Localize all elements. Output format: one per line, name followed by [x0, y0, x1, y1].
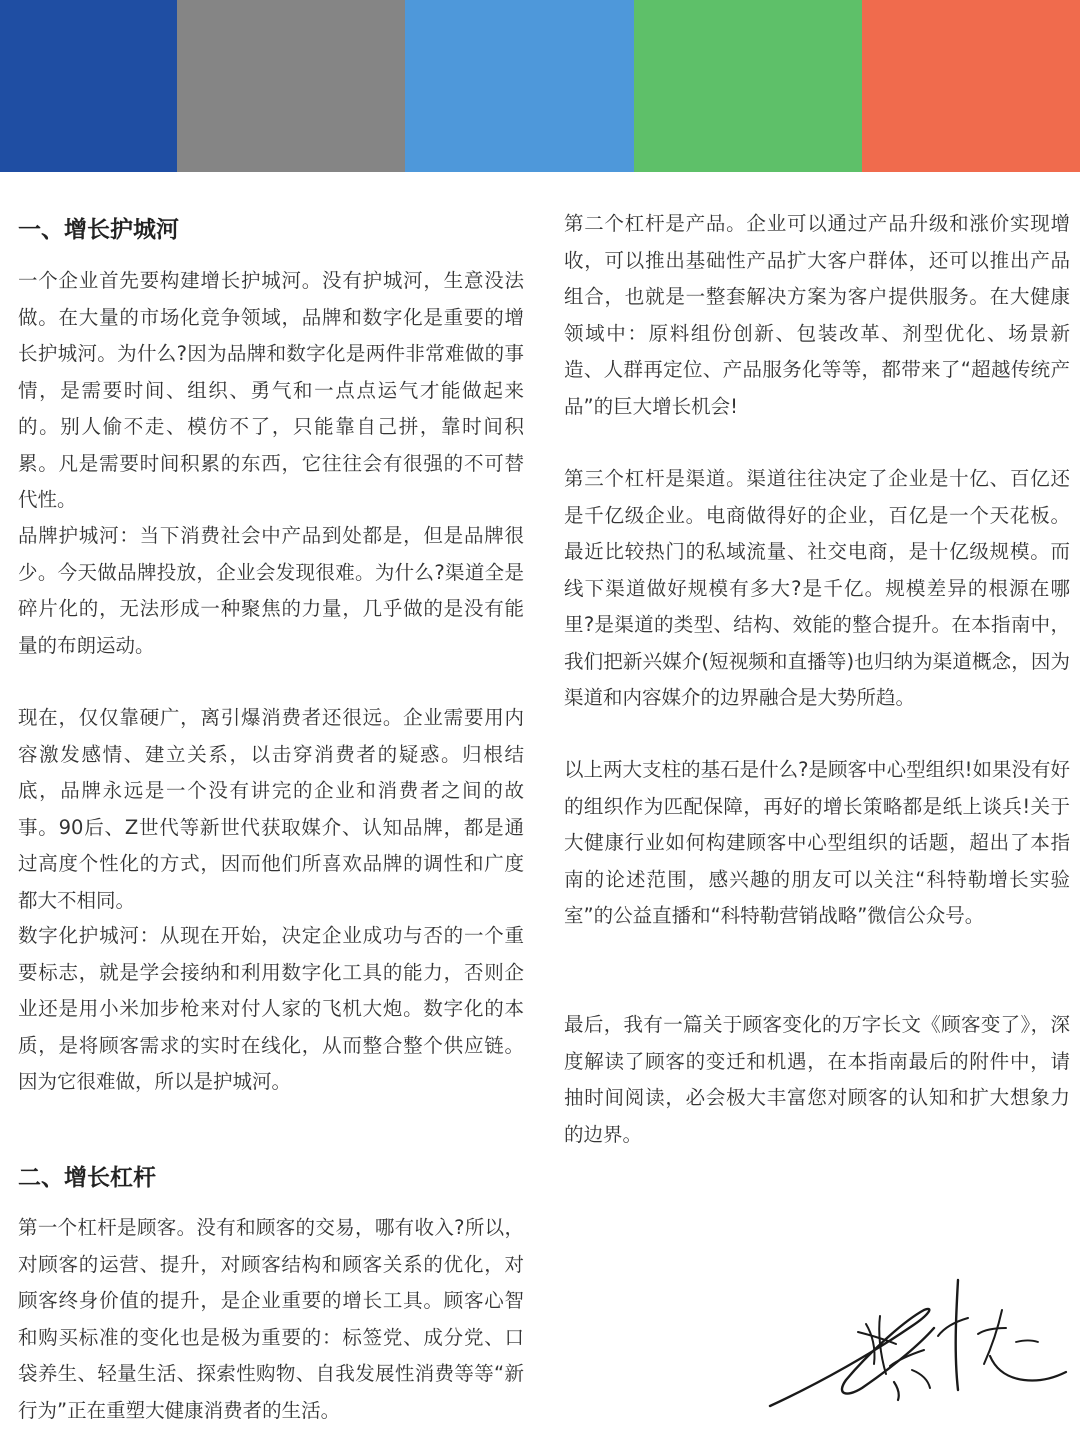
- paragraph: 以上两大支柱的基石是什么?是顾客中心型组织!如果没有好的组织作为匹配保障，再好的增长策略都是纸上谈兵!关于大健康行业如何构建顾客中心型组织的话题，超出了本指南的论述范围，感兴趣的朋友可以关注“科特勒增长实验室”的公益直播和“科特勒营销战略”微信公众号。: [564, 758, 1070, 927]
- color-block-gray: [177, 0, 405, 172]
- paragraph: 一个企业首先要构建增长护城河。没有护城河，生意没法做。在大量的市场化竞争领域，品牌和数字化是重要的增长护城河。为什么?因为品牌和数字化是两件非常难做的事情，是需要时间、组织、勇气和一点点运气才能做起来的。别人偷不走、模仿不了，只能靠自己拼，靠时间积累。凡是需要时间积累的东西，它往往会有很强的不可替代性。: [18, 269, 524, 511]
- color-block-green: [634, 0, 862, 172]
- paragraph: 第一个杠杆是顾客。没有和顾客的交易，哪有收入?所以，对顾客的运营、提升，对顾客结构和顾客关系的优化，对顾客终身价值的提升，是企业重要的增长工具。顾客心智和购买标准的变化也是极为重要的：标签党、成分党、口袋养生、轻量生活、探索性购物、自我发展性消费等等“新行为”正在重塑大健康消费者的生活。: [18, 1216, 524, 1422]
- color-block-light-blue: [405, 0, 634, 172]
- section-title-levers: 二、增长杠杆: [18, 1165, 156, 1191]
- color-block-orange: [862, 0, 1080, 172]
- header-color-bar: [0, 0, 1080, 172]
- color-block-blue: [0, 0, 177, 172]
- paragraph: 数字化护城河：从现在开始，决定企业成功与否的一个重要标志，就是学会接纳和利用数字化工具的能力，否则企业还是用小米加步枪来对付人家的飞机大炮。数字化的本质，是将顾客需求的实时在线化，从而整合整个供应链。因为它很难做，所以是护城河。: [18, 924, 524, 1093]
- paragraph: 第三个杠杆是渠道。渠道往往决定了企业是十亿、百亿还是千亿级企业。电商做得好的企业，百亿是一个天花板。最近比较热门的私域流量、社交电商，是十亿级规模。而线下渠道做好规模有多大?是千亿。规模差异的根源在哪里?是渠道的类型、结构、效能的整合提升。在本指南中，我们把新兴媒介(短视频和直播等)也归纳为渠道概念，因为渠道和内容媒介的边界融合是大势所趋。: [564, 467, 1070, 709]
- paragraph: 品牌护城河：当下消费社会中产品到处都是，但是品牌很少。今天做品牌投放，企业会发现很难。为什么?渠道全是碎片化的，无法形成一种聚焦的力量，几乎做的是没有能量的布朗运动。: [18, 524, 524, 657]
- handwritten-signature: [762, 1270, 1072, 1420]
- paragraph: 现在，仅仅靠硬广，离引爆消费者还很远。企业需要用内容激发感情、建立关系，以击穿消费者的疑惑。归根结底，品牌永远是一个没有讲完的企业和消费者之间的故事。90后、Z世代等新世代获取媒介、认知品牌，都是通过高度个性化的方式，因而他们所喜欢品牌的调性和广度都大不相同。: [18, 706, 524, 912]
- section-title-moat: 一、增长护城河: [18, 217, 179, 243]
- paragraph: 第二个杠杆是产品。企业可以通过产品升级和涨价实现增收，可以推出基础性产品扩大客户群体，还可以推出产品组合，也就是一整套解决方案为客户提供服务。在大健康领域中：原料组份创新、包装改革、剂型优化、场景新造、人群再定位、产品服务化等等，都带来了“超越传统产品”的巨大增长机会!: [564, 212, 1070, 418]
- paragraph: 最后，我有一篇关于顾客变化的万字长文《顾客变了》，深度解读了顾客的变迁和机遇，在本指南最后的附件中，请抽时间阅读，必会极大丰富您对顾客的认知和扩大想象力的边界。: [564, 1013, 1070, 1146]
